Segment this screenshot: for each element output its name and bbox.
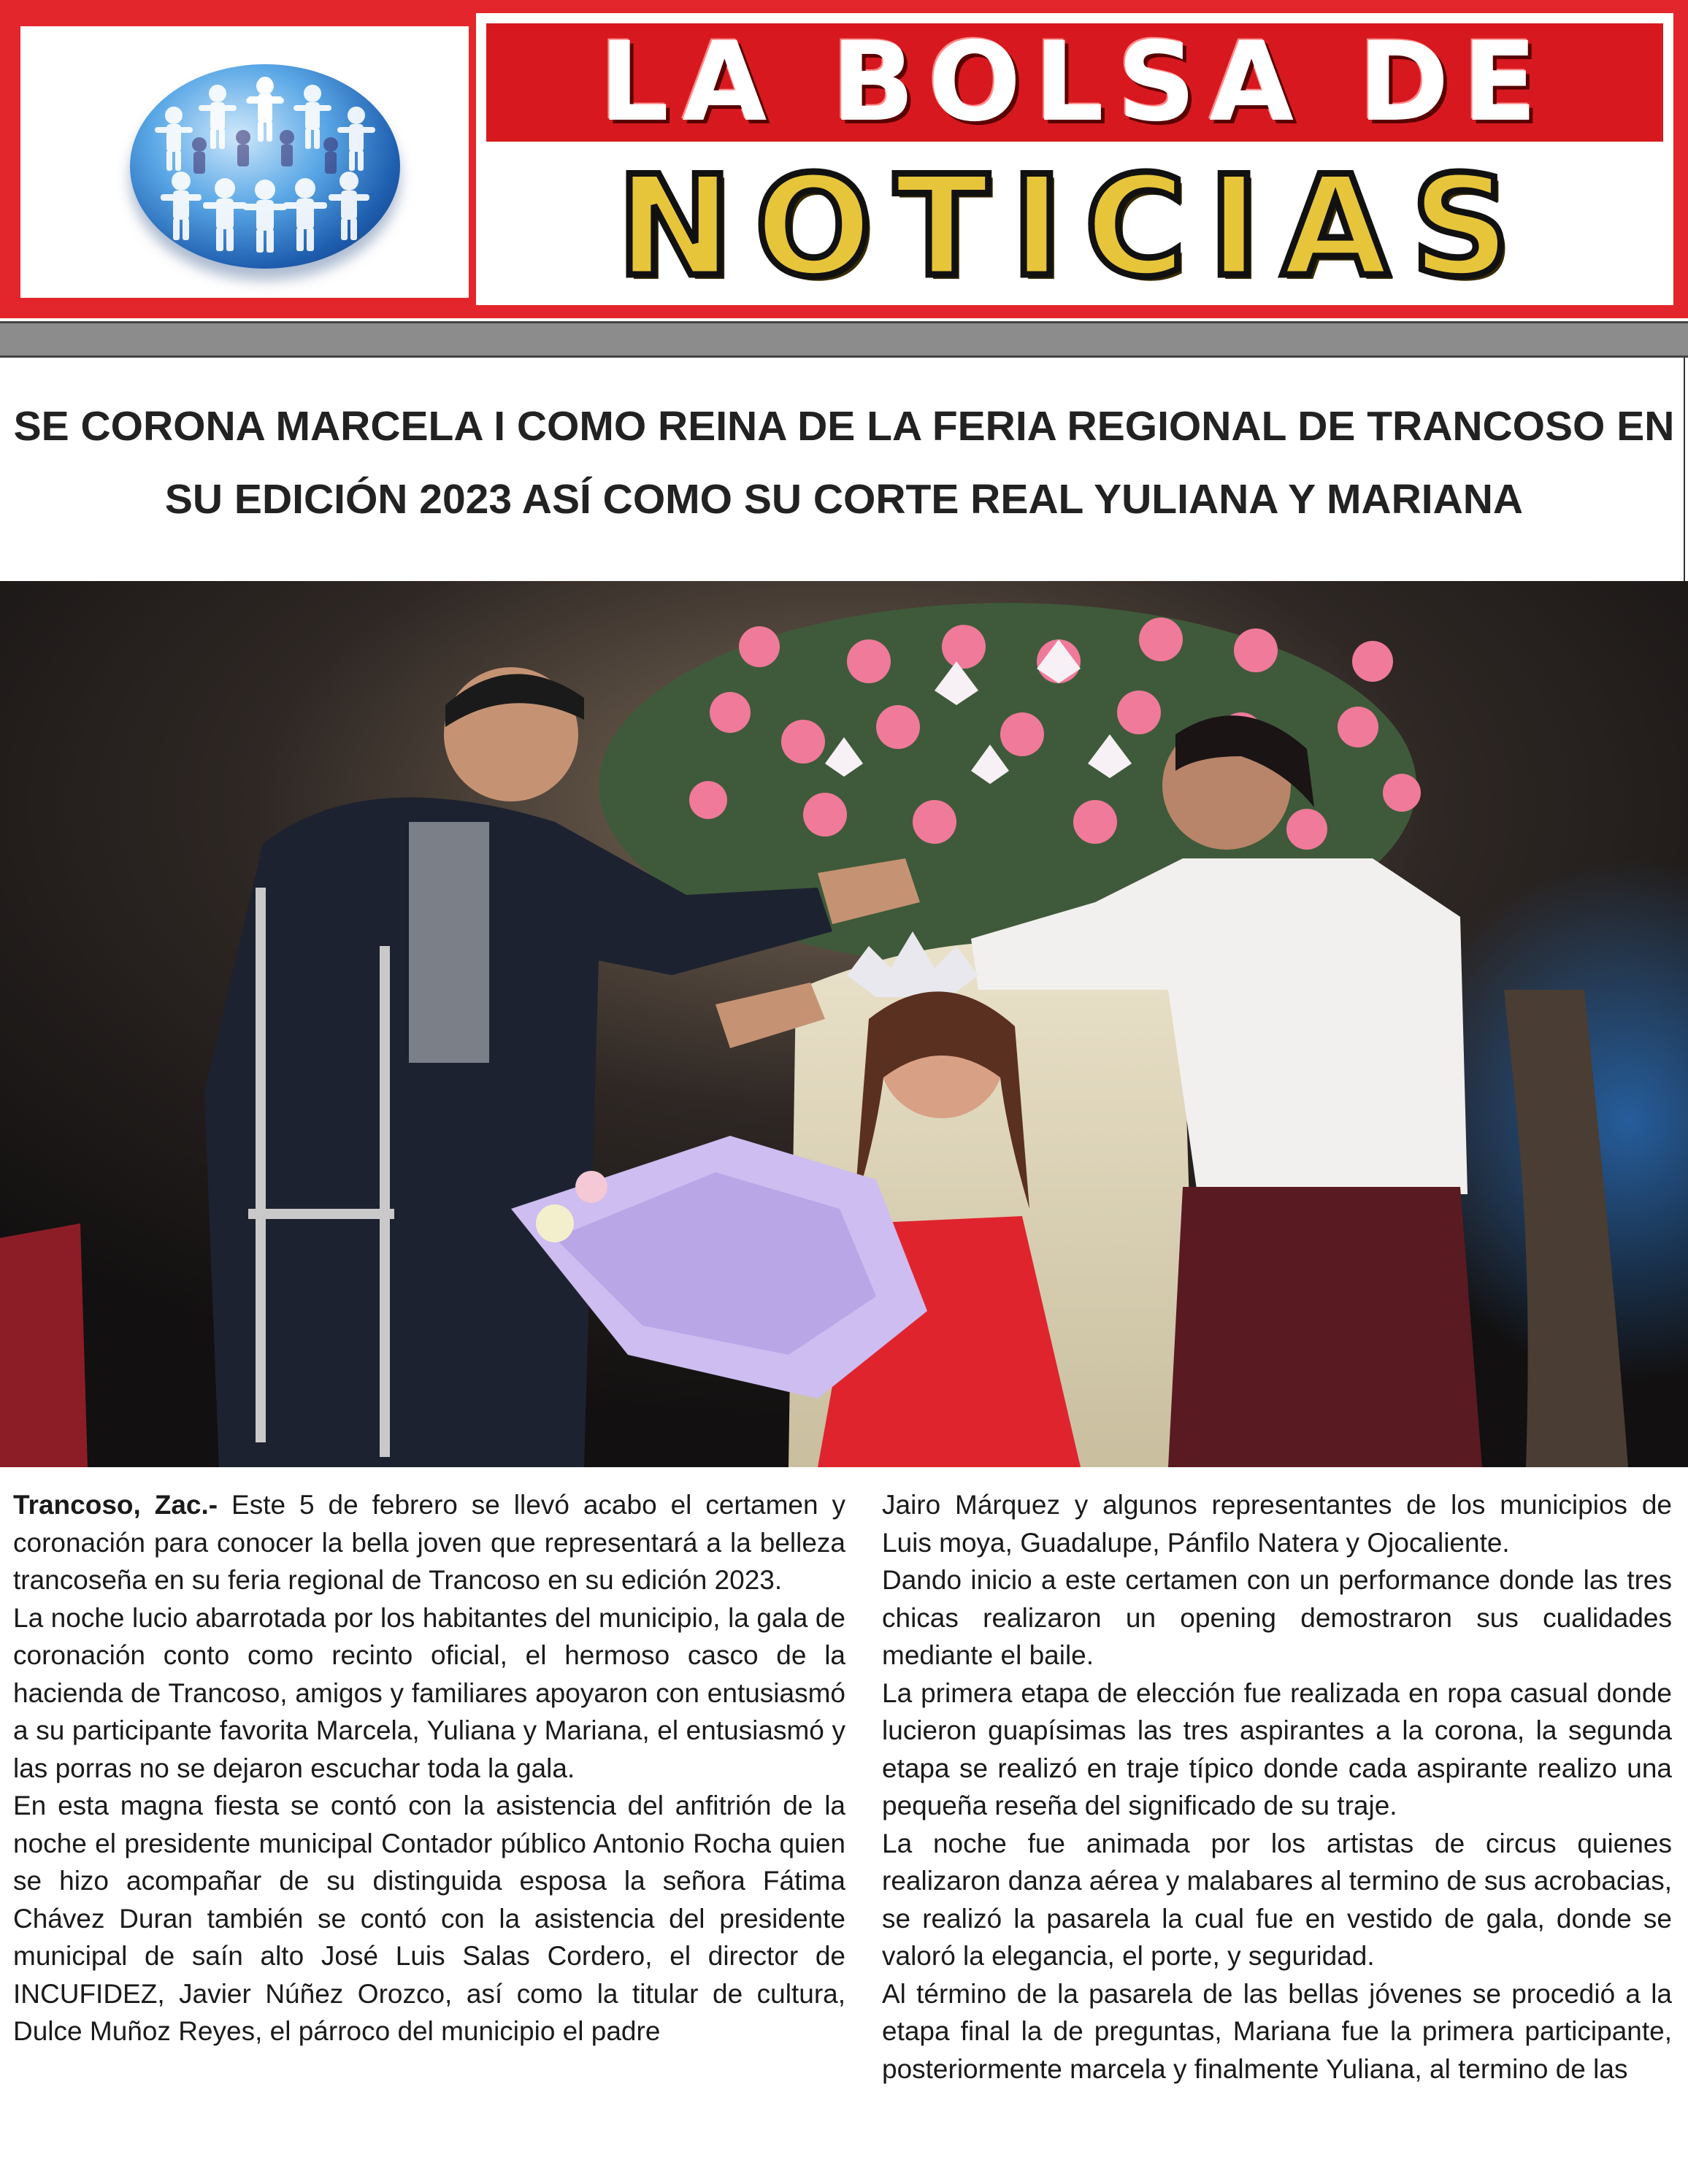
paragraph: Dando inicio a este certamen con un performance donde las tres chicas realizaron un opening demostraron sus cualidades mediante el baile. (882, 1565, 1672, 1670)
article-column-left (13, 1486, 845, 2050)
people-globe-icon (130, 64, 400, 269)
article-headline (7, 390, 1681, 536)
masthead-divider-bar (0, 321, 1688, 358)
right-rule (1684, 358, 1685, 581)
brand-title-line1: LA BOLSA DE (599, 19, 1551, 146)
paragraph: Jairo Márquez y algunos representantes de los municipios de Luis moya, Guadalupe, Pánfilo Natera y Ojocaliente. (882, 1490, 1672, 1558)
paragraph: La noche lucio abarrotada por los habitantes del municipio, la gala de coronación conto como recinto oficial, el hermoso casco de la hacienda de Trancoso, amigos y familiares apoyaron con entusiasmó a su participante favorita Marcela, Yuliana y Mariana, el entusiasmó y las porras no se dejaron escuchar toda la gala. (13, 1602, 845, 1783)
article-column-right (882, 1486, 1672, 2088)
brand-title-line2-banner (482, 146, 1668, 307)
logo-box (20, 26, 469, 298)
coronation-photo (0, 581, 1688, 1467)
dateline: Trancoso, Zac.- (13, 1490, 218, 1520)
paragraph-text: Este 5 de febrero se llevó acabo el certamen y coronación para conocer la bella joven que representará a la belleza trancoseña en su feria regional de Trancoso en su edición 2023. (13, 1490, 845, 1595)
paragraph: En esta magna fiesta se contó con la asistencia del anfitrión de la noche el presidente municipal Contador público Antonio Rocha quien se hizo acompañar de su distinguida esposa la señora Fátima Chávez Duran también se contó con la asistencia del presidente municipal de saín alto José Luis Salas Cordero, el director de INCUFIDEZ, Javier Núñez Orozco, así como la titular de cultura, Dulce Muñoz Reyes, el párroco del municipio el padre (13, 1791, 845, 2046)
paragraph: La noche fue animada por los artistas de circus quienes realizaron danza aérea y malabares al termino de sus acrobacias, se realizó la pasarela la cual fue en vestido de gala, donde se valoró la elegancia, el porte, y seguridad. (882, 1828, 1672, 1971)
paragraph: La primera etapa de elección fue realizada en ropa casual donde lucieron guapísimas las tres aspirantes a la corona, la segunda etapa se realizó en traje típico donde cada aspirante realizo una pequeña reseña del significado de su traje. (882, 1677, 1672, 1820)
headline-line1: SE CORONA MARCELA I COMO REINA DE LA FERIA REGIONAL DE TRANCOSO EN (13, 403, 1675, 450)
paragraph (13, 1486, 845, 1599)
masthead (0, 0, 1688, 318)
brand-title-line1-banner (482, 19, 1668, 146)
paragraph: Al término de la pasarela de las bellas jóvenes se procedió a la etapa final la de preguntas, Mariana fue la primera participante, posteriormente marcela y finalmente Yuliana, al termino de las (882, 1978, 1672, 2084)
brand-title (476, 13, 1673, 305)
headline-line2: SU EDICIÓN 2023 ASÍ COMO SU CORTE REAL YULIANA Y MARIANA (164, 476, 1524, 523)
brand-title-line2: NOTICIAS (616, 146, 1533, 307)
